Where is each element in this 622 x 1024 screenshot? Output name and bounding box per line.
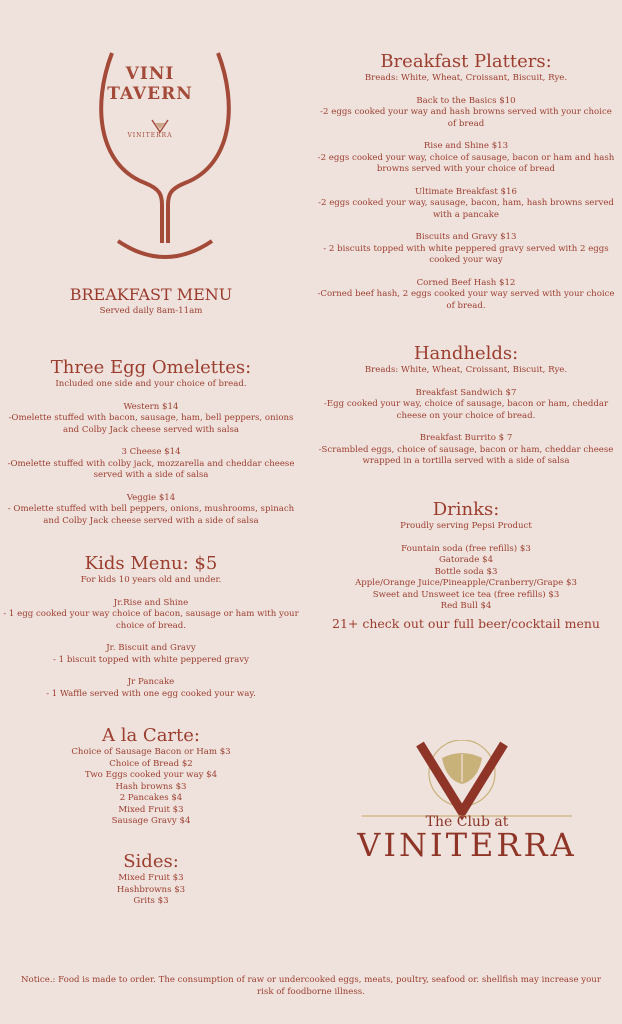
item-desc: - 1 biscuit topped with white peppered gravy	[52, 654, 249, 665]
omelettes-subtitle: Included one side and your choice of bread.	[55, 379, 247, 389]
club-line1: The Club at	[425, 814, 509, 830]
logo-line2: TAVERN	[107, 84, 193, 104]
item-name: Western $14	[123, 401, 179, 412]
item-desc: - 1 egg cooked your way choice of bacon, sausage or ham with your choice of bread.	[3, 609, 299, 631]
club-line2: VINITERRA	[357, 826, 577, 864]
menu-item	[1, 598, 301, 633]
list-item: Sausage Gravy $4	[111, 816, 191, 826]
list-item: 2 Pancakes $4	[119, 793, 183, 803]
list-item: Bottle soda $3	[434, 566, 498, 577]
list-item: Gatorade $4	[438, 555, 494, 565]
menu-item	[316, 141, 616, 176]
menu-item	[1, 677, 301, 700]
menu-item	[316, 232, 616, 267]
list-item: Hash browns $3	[115, 781, 187, 792]
item-name: Veggie $14	[126, 492, 176, 503]
item-desc: - 1 Waffle served with one egg cooked your way.	[46, 688, 256, 699]
beer-cocktail-menu-callout: 21+ check out our full beer/cocktail menu	[332, 615, 600, 631]
item-name: 3 Cheese $14	[121, 447, 181, 457]
item-desc: -Corned beef hash, 2 eggs cooked your way served with your choice of bread.	[317, 289, 615, 311]
drinks-title: Drinks:	[432, 499, 500, 520]
handhelds-title: Handhelds:	[413, 343, 519, 364]
menu-item	[316, 388, 616, 423]
list-item: Mixed Fruit $3	[118, 804, 184, 815]
item-desc: -Egg cooked your way, choice of sausage, bacon or ham, cheddar cheese on your choice of bread.	[323, 399, 609, 421]
handhelds-section	[316, 343, 616, 468]
alacarte-section	[1, 725, 301, 828]
item-name: Breakfast Sandwich $7	[415, 387, 517, 398]
club-viniterra-logo	[332, 740, 602, 870]
item-desc: -2 eggs cooked your way, sausage, bacon, ham, hash browns served with a pancake	[318, 198, 614, 220]
item-name: Back to the Basics $10	[416, 95, 516, 106]
list-item: Grits $3	[133, 896, 169, 906]
kids-section	[1, 553, 301, 700]
item-desc: -Omelette stuffed with colby jack, mozzarella and cheddar cheese served with a side of salsa	[7, 458, 295, 480]
item-name: Ultimate Breakfast $16	[415, 186, 517, 197]
item-desc: -2 eggs cooked your way and hash browns served with your choice of bread	[320, 107, 612, 129]
item-desc: -2 eggs cooked your way, choice of sausage, bacon or ham and hash browns served with your choice of bread	[317, 152, 615, 174]
platters-subtitle: Breads: White, Wheat, Croissant, Biscuit, Rye.	[364, 73, 568, 83]
item-name: Breakfast Burrito $ 7	[419, 433, 513, 443]
sides-title: Sides:	[123, 851, 179, 872]
list-item: Choice of Sausage Bacon or Ham $3	[71, 747, 231, 757]
menu-item	[1, 643, 301, 666]
sides-section	[1, 851, 301, 908]
list-item: Two Eggs cooked your way $4	[84, 770, 218, 780]
item-name: Jr Pancake	[127, 677, 175, 687]
logo-brand: VINITERRA	[127, 132, 173, 139]
list-item: Apple/Orange Juice/Pineapple/Cranberry/Grape $3	[355, 578, 577, 588]
list-item: Mixed Fruit $3	[118, 873, 184, 883]
menu-item	[1, 493, 301, 528]
list-item: Red Bull $4	[440, 601, 492, 611]
menu-item	[1, 447, 301, 482]
menu-item	[316, 278, 616, 313]
menu-item	[316, 96, 616, 131]
item-name: Biscuits and Gravy $13	[415, 232, 517, 242]
item-name: Jr.Rise and Shine	[113, 597, 189, 608]
item-desc: -Omelette stuffed with bacon, sausage, ham, bell peppers, onions and Colby Jack cheese served with salsa	[8, 413, 294, 435]
item-name: Corned Beef Hash $12	[416, 277, 516, 288]
logo-line1: VINI	[125, 64, 175, 84]
item-desc: -Scrambled eggs, choice of sausage, bacon or ham, cheddar cheese wrapped in a tortilla served with a side of salsa	[318, 444, 614, 466]
menu-item	[1, 402, 301, 437]
item-desc: - Omelette stuffed with bell peppers, onions, mushrooms, spinach and Colby Jack cheese served with a side of salsa	[7, 504, 295, 526]
logo-title	[0, 64, 300, 104]
breakfast-subtitle: Served daily 8am-11am	[99, 306, 203, 316]
drinks-subtitle: Proudly serving Pepsi Product	[400, 521, 532, 531]
breakfast-title: BREAKFAST MENU	[69, 285, 233, 304]
list-item: Fountain soda (free refills) $3	[401, 543, 531, 554]
platters-section	[316, 51, 616, 312]
omelettes-section	[1, 357, 301, 527]
kids-title: Kids Menu: $5	[84, 553, 218, 574]
item-name: Jr. Biscuit and Gravy	[106, 643, 196, 653]
drinks-section	[316, 499, 616, 631]
food-safety-notice: Notice.: Food is made to order. The consumption of raw or undercooked eggs, meats, poultry, seafood or. shellfish may increase your risk of foodborne illness.	[21, 975, 601, 997]
omelettes-title: Three Egg Omelettes:	[50, 357, 252, 378]
list-item: Sweet and Unsweet ice tea (free refills) $3	[372, 589, 560, 600]
menu-item	[316, 433, 616, 468]
alacarte-title: A la Carte:	[102, 725, 200, 746]
kids-subtitle: For kids 10 years old and under.	[80, 575, 222, 585]
item-desc: - 2 biscuits topped with white peppered gravy served with 2 eggs cooked your way	[323, 243, 609, 265]
handhelds-subtitle: Breads: White, Wheat, Croissant, Biscuit, Rye.	[364, 365, 568, 375]
list-item: Choice of Bread $2	[109, 758, 193, 769]
platters-title: Breakfast Platters:	[380, 51, 552, 72]
item-name: Rise and Shine $13	[423, 141, 509, 151]
menu-item	[316, 187, 616, 222]
list-item: Hashbrowns $3	[116, 884, 186, 895]
